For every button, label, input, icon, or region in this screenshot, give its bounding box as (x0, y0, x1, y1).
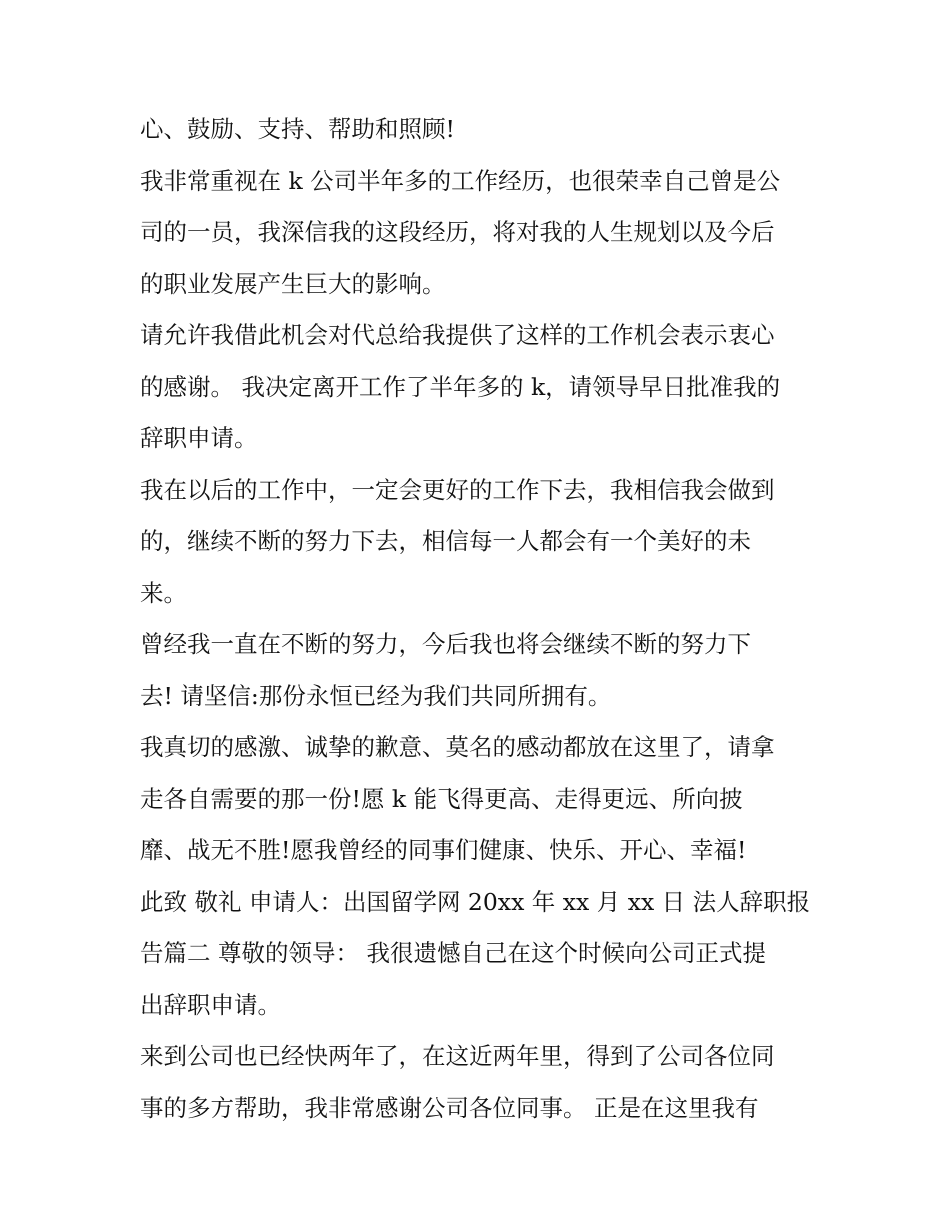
text-line: 去! 请坚信:那份永恒已经为我们共同所拥有。 (140, 681, 612, 710)
text-line: 的感谢。 我决定离开工作了半年多的 k，请领导早日批准我的 (140, 372, 781, 401)
text-line: 我真切的感激、诚挚的歉意、莫名的感动都放在这里了，请拿 (140, 733, 775, 761)
document-body (140, 104, 820, 1134)
text-line: 出辞职申请。 (140, 990, 281, 1019)
text-line: 事的多方帮助，我非常感谢公司各位同事。 正是在这里我有 (140, 1093, 759, 1122)
text-line: 的职业发展产生巨大的影响。 (140, 269, 446, 298)
text-line: 心、鼓励、支持、帮助和照顾! (140, 115, 455, 143)
text-line: 此致 敬礼 申请人：出国留学网 20xx 年 xx 月 xx 日 法人辞职报 (140, 887, 811, 916)
text-line: 请允许我借此机会对代总给我提供了这样的工作机会表示衷心 (140, 321, 775, 349)
text-line: 我在以后的工作中，一定会更好的工作下去，我相信我会做到 (140, 475, 775, 504)
text-line: 我非常重视在 k 公司半年多的工作经历，也很荣幸自己曾是公 (140, 166, 781, 195)
text-line: 司的一员，我深信我的这段经历，将对我的人生规划以及今后 (140, 218, 775, 246)
text-line: 来到公司也已经快两年了，在这近两年里，得到了公司各位同 (140, 1042, 775, 1070)
text-line: 靡、战无不胜!愿我曾经的同事们健康、快乐、开心、幸福! (140, 836, 747, 864)
text-line: 告篇二 尊敬的领导： 我很遗憾自己在这个时候向公司正式提 (140, 939, 766, 967)
text-line: 曾经我一直在不断的努力，今后我也将会继续不断的努力下 (140, 630, 751, 658)
text-line: 的，继续不断的努力下去，相信每一人都会有一个美好的未 (140, 527, 751, 555)
text-line: 辞职申请。 (140, 424, 258, 452)
text-line: 走各自需要的那一份!愿 k 能飞得更高、走得更远、所向披 (140, 784, 743, 813)
text-line: 来。 (140, 578, 187, 607)
